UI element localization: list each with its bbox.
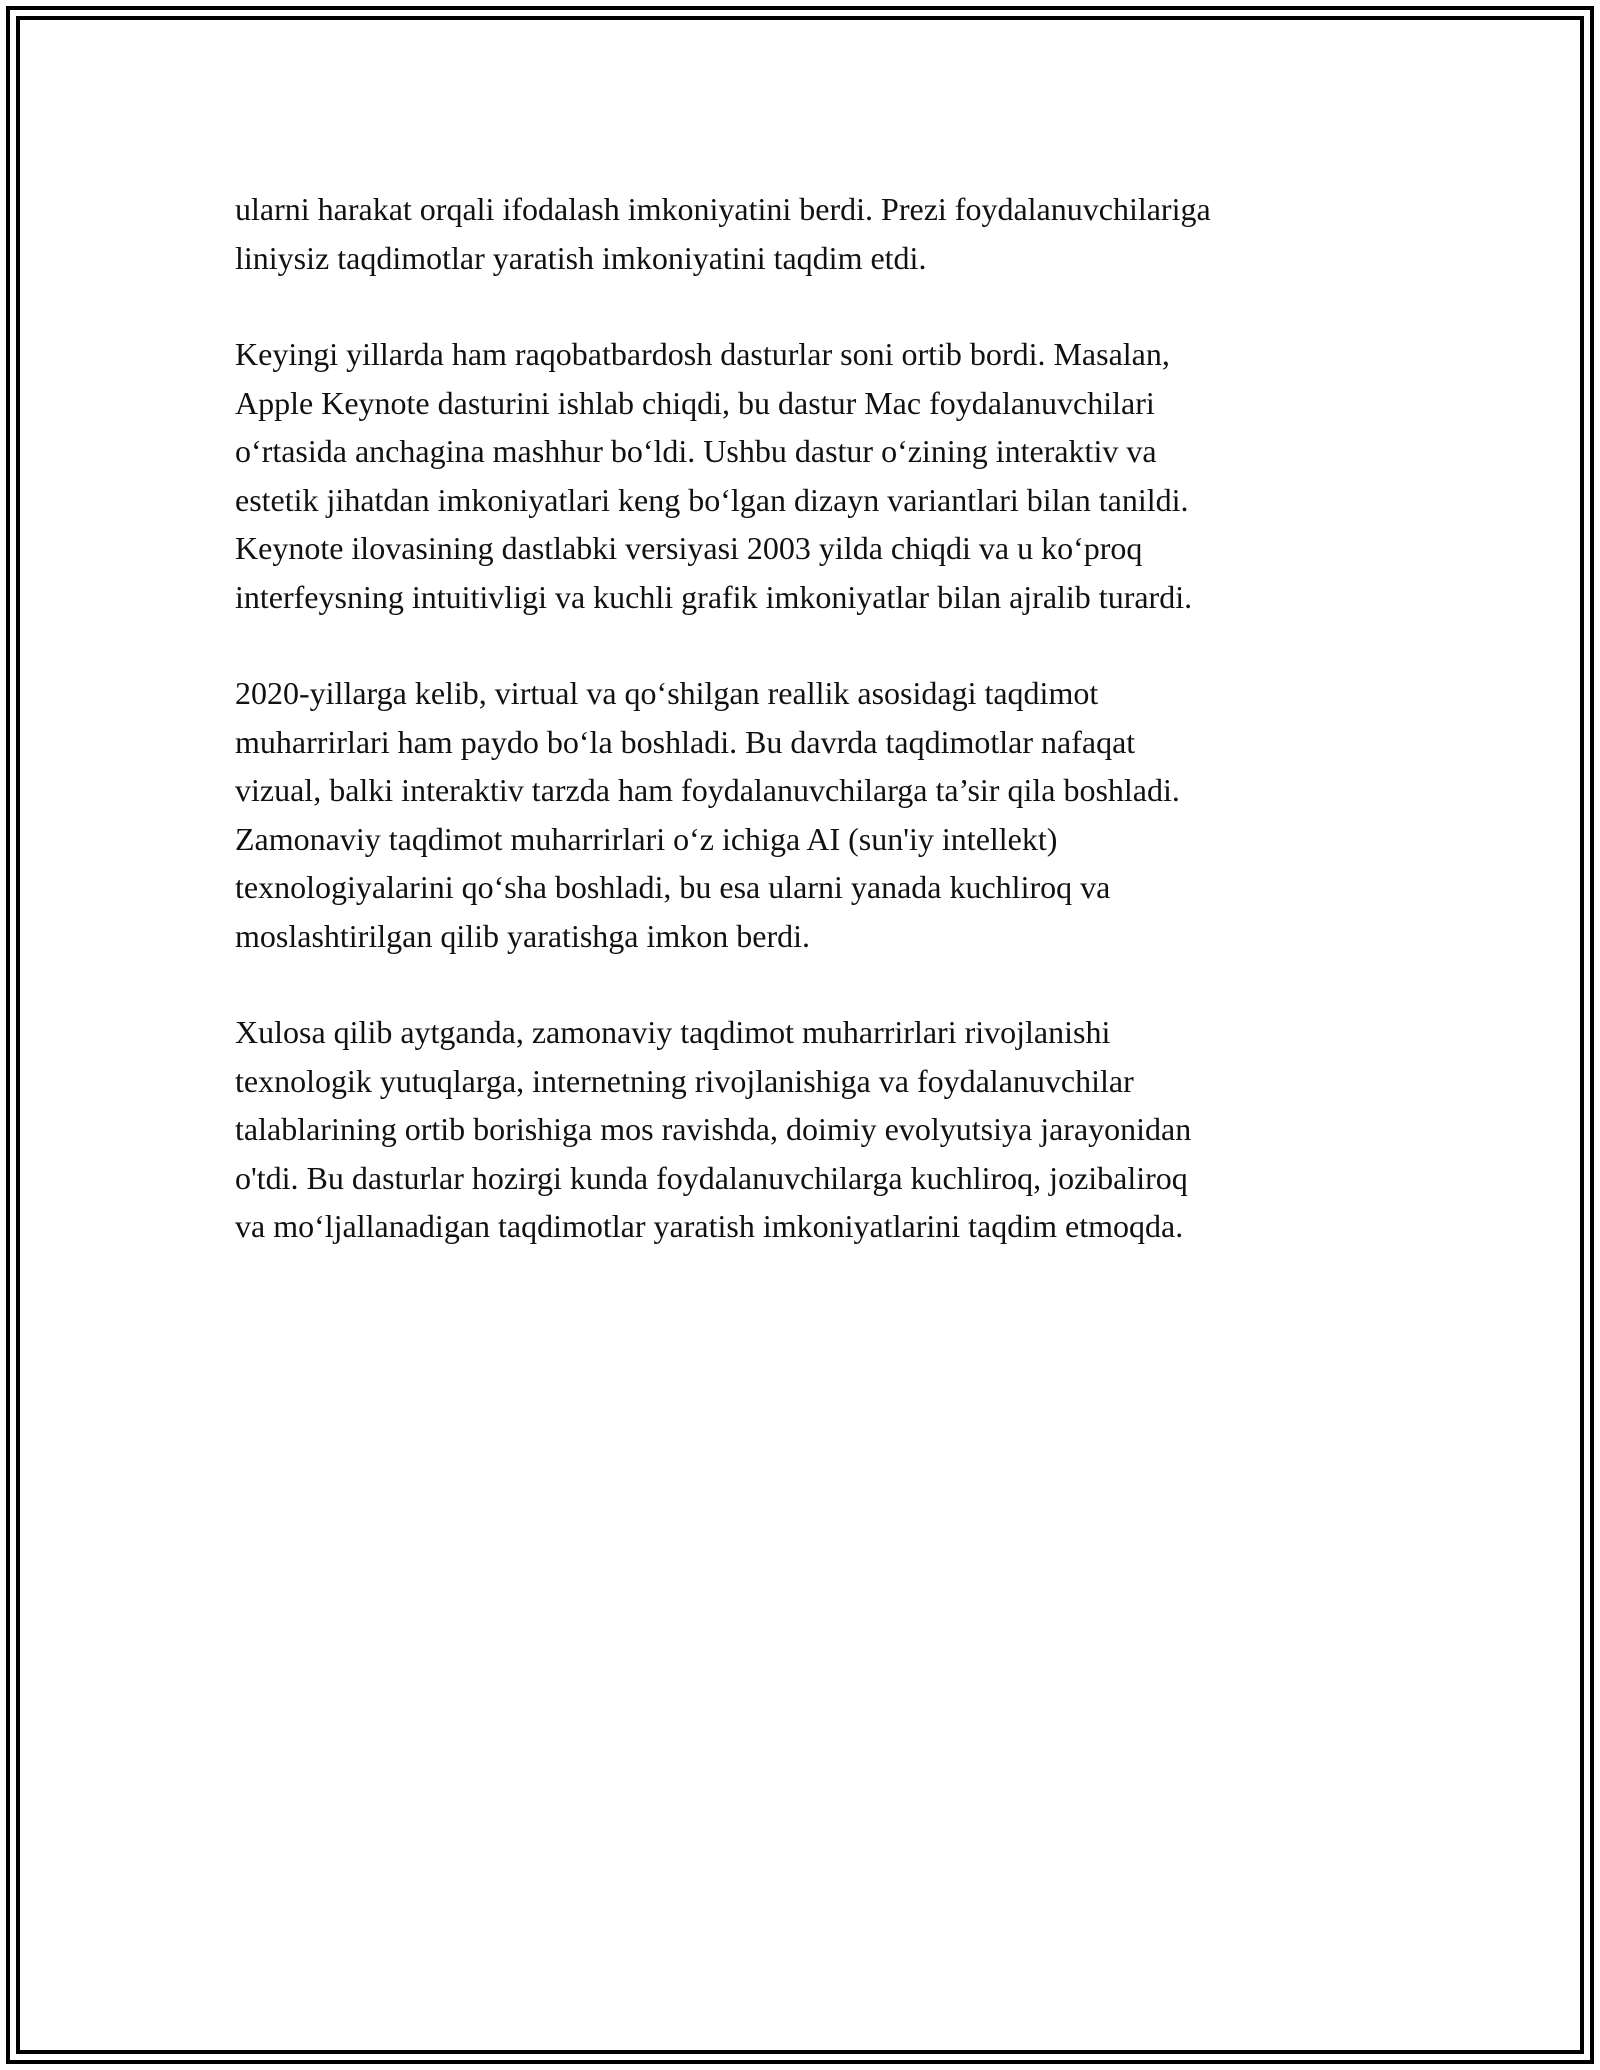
- text-line: interfeysning intuitivligi va kuchli grafik imkoniyatlar bilan ajralib turardi.: [235, 578, 1193, 615]
- text-line: moslashtirilgan qilib yaratishga imkon berdi.: [235, 917, 811, 954]
- text-line: o'tdi. Bu dasturlar hozirgi kunda foydalanuvchilarga kuchliroq, jozibaliroq: [235, 1159, 1188, 1196]
- text-line: va mo‘ljallanadigan taqdimotlar yaratish imkoniyatlarini taqdim etmoqda.: [235, 1208, 1184, 1244]
- text-line: texnologik yutuqlarga, internetning rivojlanishiga va foydalanuvchilar: [235, 1062, 1134, 1099]
- text-line: Apple Keynote dasturini ishlab chiqdi, bu dastur Mac foydalanuvchilari: [235, 384, 1155, 421]
- text-line: ularni harakat orqali ifodalash imkoniyatini berdi. Prezi foydalanuvchilariga: [235, 191, 1211, 227]
- text-line: Zamonaviy taqdimot muharrirlari o‘z ichiga AI (sun'iy intellekt): [235, 820, 1058, 857]
- text-line: muharrirlari ham paydo bo‘la boshladi. Bu davrda taqdimotlar nafaqat: [235, 723, 1136, 760]
- paragraph-3: [235, 669, 1365, 960]
- text-line: vizual, balki interaktiv tarzda ham foydalanuvchilarga ta’sir qila boshladi.: [235, 772, 1180, 808]
- paragraph-4: [235, 1008, 1365, 1251]
- text-line: texnologiyalarini qo‘sha boshladi, bu esa ularni yanada kuchliroq va: [235, 869, 1111, 905]
- page-content: [235, 185, 1365, 1299]
- text-line: 2020-yillarga kelib, virtual va qo‘shilgan reallik asosidagi taqdimot: [235, 675, 1099, 711]
- paragraph-2: [235, 330, 1365, 621]
- text-line: estetik jihatdan imkoniyatlari keng bo‘lgan dizayn variantlari bilan tanildi.: [235, 481, 1189, 518]
- text-line: talablarining ortib borishiga mos ravishda, doimiy evolyutsiya jarayonidan: [235, 1111, 1192, 1147]
- text-line: o‘rtasida anchagina mashhur bo‘ldi. Ushbu dastur o‘zining interaktiv va: [235, 433, 1157, 469]
- text-line: Keyingi yillarda ham raqobatbardosh dasturlar soni ortib bordi. Masalan,: [235, 336, 1170, 372]
- text-line: Xulosa qilib aytganda, zamonaviy taqdimot muharrirlari rivojlanishi: [235, 1014, 1111, 1050]
- text-line: Keynote ilovasining dastlabki versiyasi 2003 yilda chiqdi va u ko‘proq: [235, 530, 1143, 566]
- paragraph-1: [235, 185, 1365, 282]
- text-line: liniysiz taqdimotlar yaratish imkoniyatini taqdim etdi.: [235, 239, 927, 276]
